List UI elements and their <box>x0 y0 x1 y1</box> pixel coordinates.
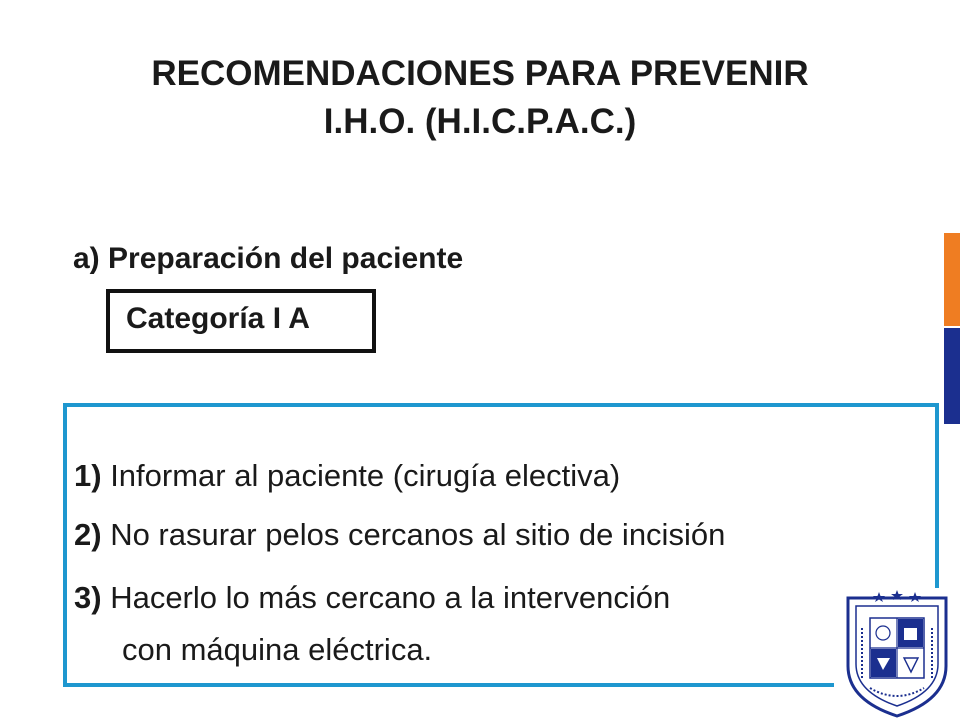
university-crest-icon <box>834 588 960 720</box>
accent-bar-navy <box>944 328 960 424</box>
item-text: Informar al paciente (cirugía electiva) <box>101 458 621 493</box>
recommendation-item-3-continuation: con máquina eléctrica. <box>122 632 433 667</box>
slide-title <box>0 50 960 146</box>
section-heading: a) Preparación del paciente <box>73 242 464 275</box>
recommendation-item-2 <box>74 517 725 553</box>
item-text: No rasurar pelos cercanos al sitio de incisión <box>101 517 726 552</box>
recommendation-item-1 <box>74 458 620 494</box>
item-number: 1) <box>74 458 102 493</box>
recommendation-item-3 <box>74 580 670 616</box>
title-line-2: I.H.O. (H.I.C.P.A.C.) <box>323 102 637 141</box>
category-label: Categoría I A <box>126 302 310 335</box>
accent-bar-orange <box>944 233 960 326</box>
item-number: 2) <box>74 517 102 552</box>
title-line-1: RECOMENDACIONES PARA PREVENIR <box>151 54 809 93</box>
item-text: Hacerlo lo más cercano a la intervención <box>101 580 671 615</box>
item-number: 3) <box>74 580 102 615</box>
